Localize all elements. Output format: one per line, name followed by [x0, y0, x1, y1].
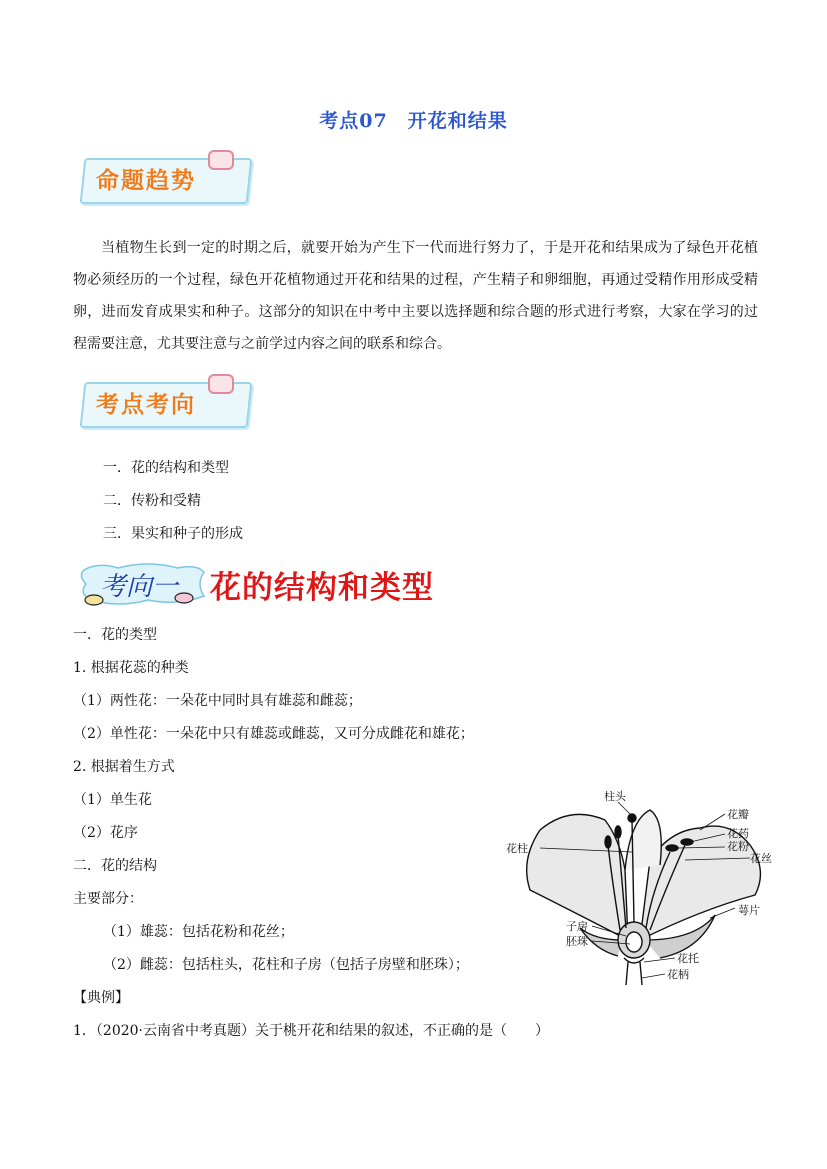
label-pedicel: 花柄 [667, 968, 689, 981]
toc-item[interactable]: 三．果实和种子的形成 [103, 526, 243, 542]
direction-badge [76, 374, 256, 430]
label-sepal: 萼片 [738, 904, 760, 917]
body-line: 主要部分： [73, 891, 143, 907]
trend-badge-label: 命题趋势 [96, 168, 196, 194]
paperclip-icon [208, 374, 234, 394]
label-petal: 花瓣 [727, 808, 749, 821]
body-line: （1）雄蕊：包括花粉和花丝； [103, 924, 294, 940]
section-ribbon-label: 考向一 [100, 572, 179, 602]
label-pollen: 花粉 [727, 840, 749, 853]
section-header [78, 556, 458, 612]
toc-item[interactable]: 二．传粉和受精 [103, 493, 201, 509]
body-line: （2）雌蕊：包括柱头，花柱和子房（包括子房壁和胚珠）； [103, 957, 469, 973]
example-heading: 【典例】 [73, 990, 129, 1006]
label-ovary: 子房 [566, 920, 588, 933]
heading-flower-types: 一．花的类型 [73, 627, 157, 643]
para-line: 当植物生长到一定的时期之后，就要开始为产生下一代而进行努力了，于是开花和结果成为了绿色开 [101, 240, 730, 256]
paperclip-icon [208, 150, 234, 170]
trend-badge [76, 150, 256, 206]
label-filament: 花丝 [750, 852, 772, 865]
label-style: 花柱 [506, 842, 528, 855]
label-anther: 花药 [727, 827, 749, 840]
body-line: （1）两性花：一朵花中同时具有雄蕊和雌蕊； [73, 693, 362, 709]
section-title: 花的结构和类型 [210, 570, 434, 606]
body-line: （2）花序 [73, 825, 138, 841]
body-line: 1. 根据花蕊的种类 [73, 660, 189, 676]
direction-badge-label: 考点考向 [96, 392, 196, 418]
toc-item[interactable]: 一．花的结构和类型 [103, 460, 229, 476]
para-line: 家在学习的过程需要注意，尤其要注意与之前学过内容之间的联系和综合。 [73, 304, 759, 352]
trend-paragraph [73, 232, 758, 360]
body-line: （1）单生花 [73, 792, 152, 808]
para-line: 形成受精卵，进而发育成果实和种子。这部分的知识在中考中主要以选择题和综合题的形式进行考察，大 [73, 272, 759, 320]
label-receptacle: 花托 [677, 952, 699, 965]
page-title: 考点07 开花和结果 [319, 110, 508, 132]
label-ovule: 胚珠 [566, 935, 588, 948]
flower-structure-diagram [500, 790, 780, 985]
body-line: （2）单性花：一朵花中只有雄蕊或雌蕊，又可分成雌花和雄花； [73, 726, 474, 742]
heading-flower-structure: 二．花的结构 [73, 858, 157, 874]
flower-drawing [527, 810, 761, 985]
body-line: 2. 根据着生方式 [73, 759, 175, 775]
example-question: 1．（2020·云南省中考真题）关于桃开花和结果的叙述，不正确的是（ ） [73, 1023, 549, 1039]
para-line: 花植物必须经历的一个过程，绿色开花植物通过开花和结果的过程，产生精子和卵细胞，再通过受精作用 [73, 240, 759, 288]
label-stigma: 柱头 [604, 790, 626, 803]
